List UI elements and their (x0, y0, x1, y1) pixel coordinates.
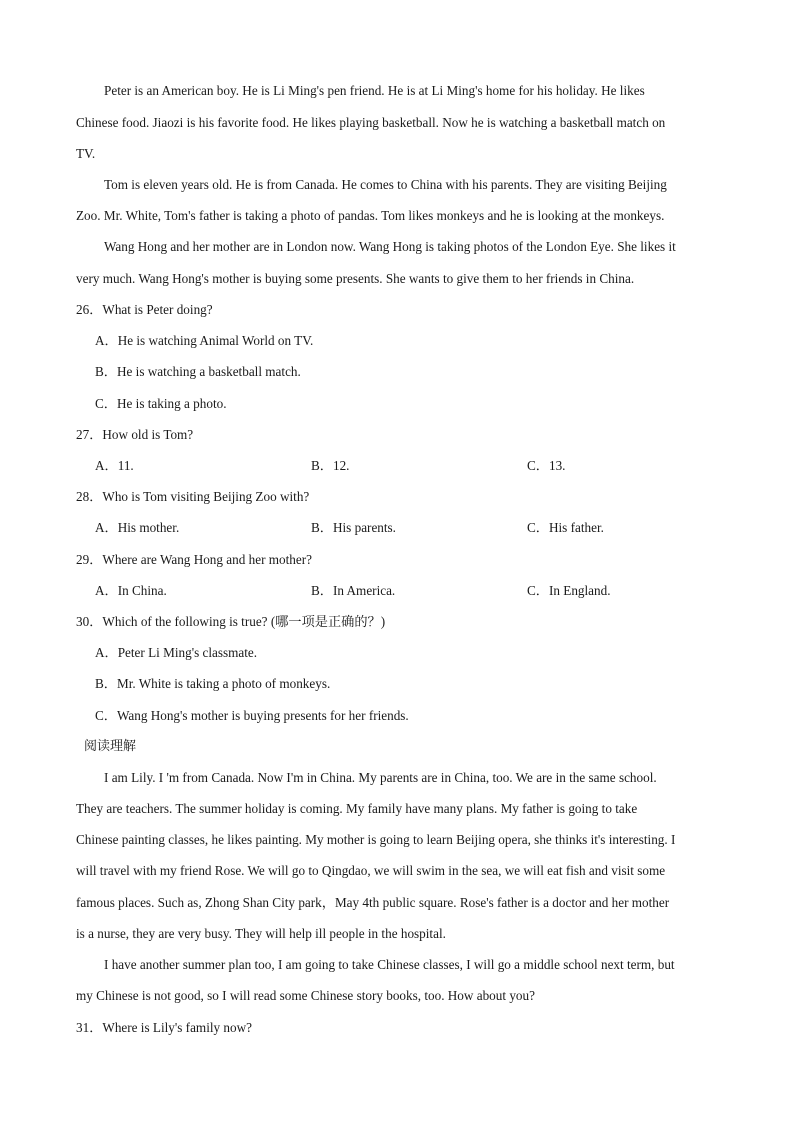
passage1-p3-line2: very much. Wang Hong's mother is buying some presents. She wants to give them to her friends in China. (76, 271, 635, 286)
q30-option-c: C．Wang Hong's mother is buying presents for her friends. (95, 708, 409, 723)
passage1-p2-line2: Zoo. Mr. White, Tom's father is taking a photo of pandas. Tom likes monkeys and he is looking at the monkeys. (76, 208, 665, 223)
question-text: Who is Tom visiting Beijing Zoo with? (102, 489, 310, 504)
question-number: 29． (76, 552, 103, 567)
question-text: What is Peter doing? (102, 302, 213, 317)
passage2-p1-line2: They are teachers. The summer holiday is coming. My family have many plans. My father is going to take (76, 801, 638, 816)
question-number: 30． (76, 614, 103, 629)
passage2-p1-line3: Chinese painting classes, he likes painting. My mother is going to learn Beijing opera, she thinks it's interesting. I (76, 832, 676, 847)
q29-option-c: C．In England. (527, 583, 611, 598)
question-number: 31． (76, 1020, 103, 1035)
q27-option-c: C．13. (527, 458, 566, 473)
question-28 (76, 488, 309, 506)
q28-option-a: A．His mother. (95, 520, 180, 535)
passage1-p3-line1: Wang Hong and her mother are in London now. Wang Hong is taking photos of the London Eye. She likes it (104, 239, 676, 254)
question-text: How old is Tom? (102, 427, 194, 442)
q29-option-b: B．In America. (311, 583, 396, 598)
q30-option-a: A．Peter Li Ming's classmate. (95, 645, 258, 660)
question-text: Where are Wang Hong and her mother? (102, 552, 312, 567)
q27-option-b: B．12. (311, 458, 350, 473)
q28-option-c: C．His father. (527, 520, 604, 535)
passage1-p2-line1: Tom is eleven years old. He is from Canada. He comes to China with his parents. They are visiting Beijing (104, 177, 667, 192)
q26-option-c: C．He is taking a photo. (95, 396, 227, 411)
passage2-p1-line6: is a nurse, they are very busy. They will help ill people in the hospital. (76, 926, 446, 941)
question-number: 28． (76, 489, 103, 504)
question-27 (76, 426, 193, 444)
passage2-p1-line4: will travel with my friend Rose. We will go to Qingdao, we will swim in the sea, we will eat fish and visit some (76, 863, 666, 878)
passage2-p2-line1: I have another summer plan too, I am going to take Chinese classes, I will go a middle school next term, but (104, 957, 675, 972)
q29-option-a: A．In China. (95, 583, 167, 598)
passage2-p2-line2: my Chinese is not good, so I will read some Chinese story books, too. How about you? (76, 988, 535, 1003)
q26-option-b: B．He is watching a basketball match. (95, 364, 301, 379)
question-30 (76, 613, 385, 631)
passage1-p1-line2: Chinese food. Jiaozi is his favorite food. He likes playing basketball. Now he is watching a basketball match on (76, 115, 666, 130)
section-heading: 阅读理解 (84, 739, 137, 754)
passage2-p1-line1: I am Lily. I 'm from Canada. Now I'm in China. My parents are in China, too. We are in the same school. (104, 770, 657, 785)
q30-option-b: B．Mr. White is taking a photo of monkeys. (95, 676, 331, 691)
q27-option-a: A．11. (95, 458, 134, 473)
question-31 (76, 1019, 252, 1037)
question-text: Which of the following is true? (哪一项是正确的？) (102, 614, 386, 629)
question-number: 26． (76, 302, 103, 317)
q26-option-a: A．He is watching Animal World on TV. (95, 333, 314, 348)
passage2-p1-line5: famous places. Such as, Zhong Shan City park，May 4th public square. Rose's father is a doctor and her mother (76, 895, 670, 910)
passage1-p1-line1: Peter is an American boy. He is Li Ming's pen friend. He is at Li Ming's home for his holiday. He likes (104, 83, 645, 98)
question-text: Where is Lily's family now? (102, 1020, 252, 1035)
question-number: 27． (76, 427, 103, 442)
passage1-p1-line3: TV. (76, 146, 96, 161)
question-29 (76, 551, 312, 569)
question-26 (76, 301, 213, 319)
q28-option-b: B．His parents. (311, 520, 396, 535)
